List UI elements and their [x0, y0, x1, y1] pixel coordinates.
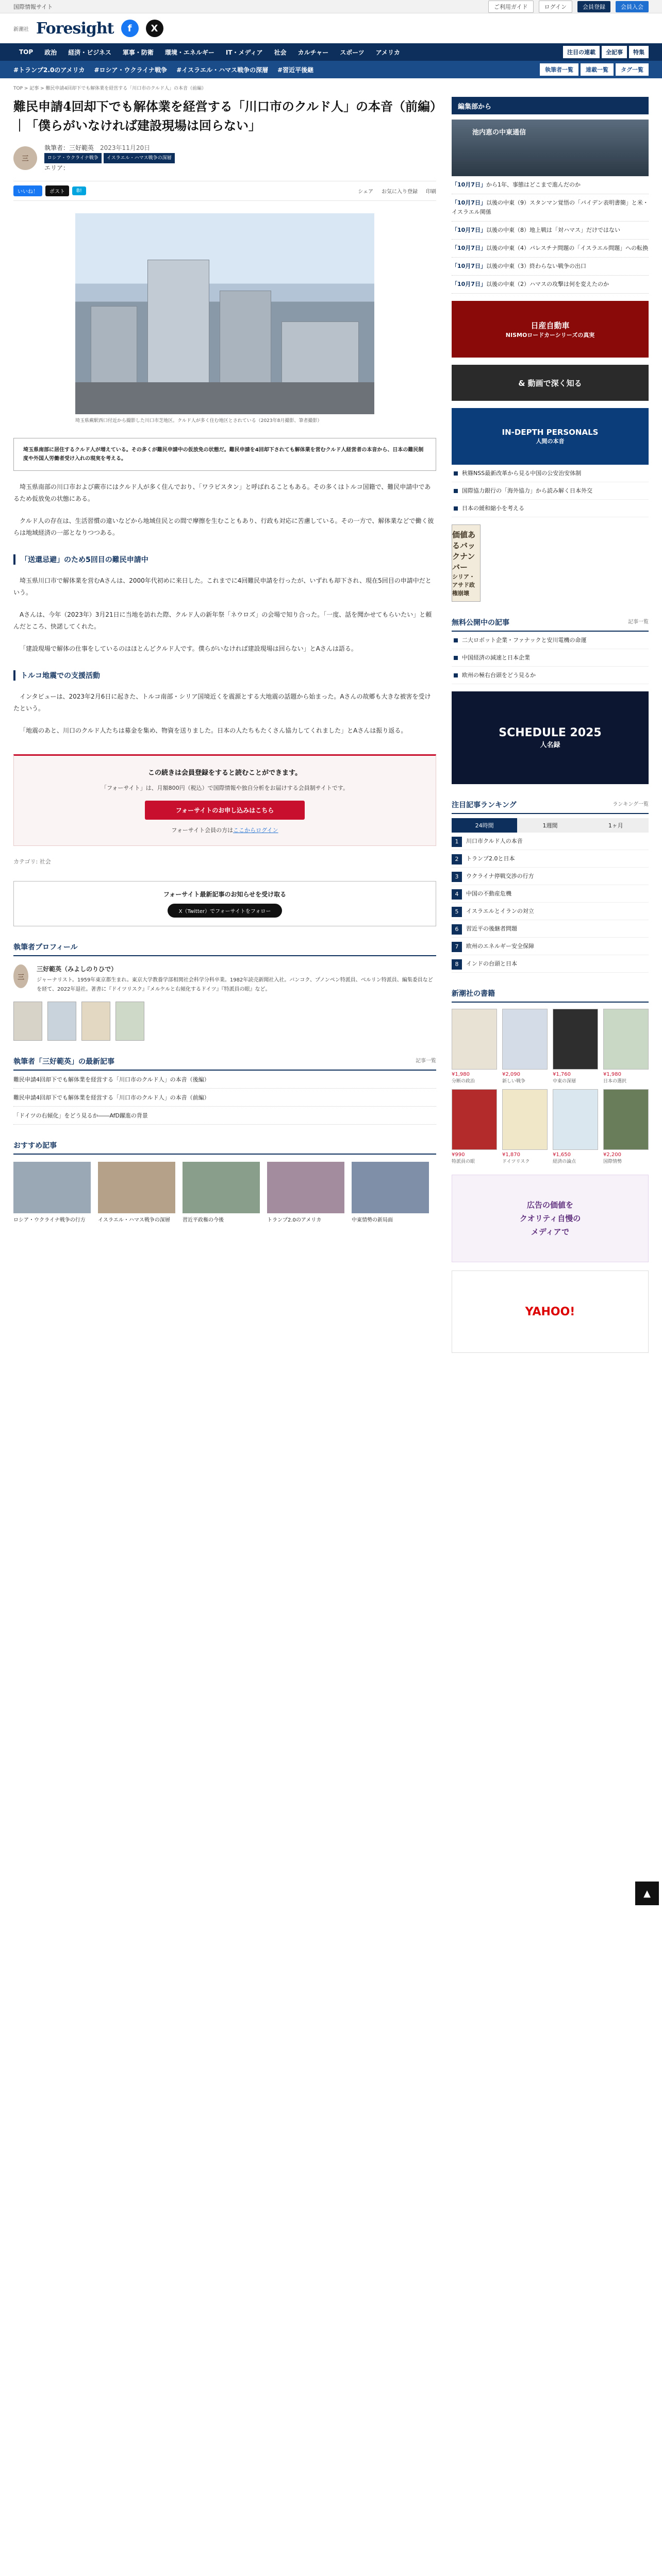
book-item[interactable]: ¥1,760 中東の深層	[553, 1009, 598, 1084]
paragraph: 埼玉県南部の川口市および蕨市にはクルド人が多く住んでおり、「ワラビスタン」と呼ばれることもある。その多くはトルコ国籍で、難民申請中であるため仮放免の状態にある。	[13, 483, 431, 502]
profile-text: ジャーナリスト。1959年東京都生まれ。東京大学教養学部相関社会科学分科卒業。1982年読売新聞社入社。バンコク、プノンペン特派員、ベルリン特派員、編集委員などを経て、2022年退社。著書に『ドイツリスク』『メルケルと右傾化するドイツ』『特派員の眼』など。	[37, 977, 433, 992]
author-block	[13, 143, 436, 173]
facebook-icon[interactable]: f	[121, 20, 139, 37]
series-banner[interactable]	[452, 120, 649, 176]
ranking-item[interactable]: 1 川口市クルド人の本音	[452, 833, 649, 850]
hatena-button[interactable]: B!	[72, 187, 86, 195]
free-more-link[interactable]: 記事一覧	[628, 619, 649, 625]
paragraph: 「建設現場で解体の仕事をしているのはほとんどクルド人です。僕らがいなければ建設現場は回らない」とAさんは語る。	[20, 645, 357, 652]
hashtag-link[interactable]: #イスラエル・ハマス戦争の深層	[176, 66, 269, 74]
ranking-more-link[interactable]: ランキング一覧	[613, 802, 649, 807]
tab-month[interactable]: 1ヶ月	[583, 818, 649, 833]
follow-box	[13, 881, 436, 926]
nav-military[interactable]: 軍事・防衛	[122, 48, 154, 56]
header	[0, 13, 662, 43]
bookmark-button[interactable]: お気に入り登録	[382, 189, 418, 195]
nav-sports[interactable]: スポーツ	[340, 48, 365, 56]
photo-caption: 埼玉県蕨駅西口付近から撮影した川口市芝地区。クルド人が多く住む地区とされている（2023年8月撮影、筆者撮影）	[75, 418, 322, 423]
x-follow-button[interactable]: X（Twitter）でフォーサイトをフォロー	[168, 904, 283, 918]
editor-heading	[452, 97, 649, 114]
paywall-title: この続きは会員登録をすると読むことができます。	[148, 769, 302, 777]
guide-link[interactable]: ご利用ガイド	[488, 1, 534, 13]
recommend-heading-label: おすすめ記事	[13, 1142, 57, 1150]
book-item[interactable]: ¥2,090 新しい戦争	[502, 1009, 548, 1084]
backnumber-banner[interactable]: 価値あるバックナンバー シリア・アサド政権崩壊	[452, 524, 481, 602]
paragraph: クルド人の存在は、生活習慣の違いなどから地域住民との間で摩擦を生むこともあり、行政も対応に苦慮している。その一方で、解体業などで働く彼らは地域経済の一部となりつつある。	[13, 517, 434, 536]
profile-heading-label: 執筆者プロフィール	[13, 943, 78, 952]
ranking-item[interactable]: 4 中国の不動産危機	[452, 885, 649, 903]
ad-square[interactable]: 広告の価値を クオリティ自慢の メディアで	[452, 1175, 649, 1262]
share-button[interactable]: シェア	[358, 189, 373, 195]
editor-item[interactable]: 「10月7日」以後の中東（2）ハマスの攻撃は何を変えたのか	[452, 276, 649, 294]
article-lead: 埼玉県南部に居住するクルド人が増えている。その多くが難民申請中の仮放免の状態だ。難民申請を4回却下されても解体業を営むクルド人経営者の本音から、日本の難民制度や外国人労働者受け入れの現実を考える。	[13, 438, 436, 471]
book-item[interactable]: ¥1,980 分断の政治	[452, 1009, 497, 1084]
follow-title: フォーサイト最新記事のお知らせを受け取る	[163, 891, 287, 898]
free-heading-label: 無料公開中の記事	[452, 619, 509, 627]
back-to-top-button[interactable]	[635, 1882, 659, 1905]
latest-heading-label: 執筆者「三好範英」の最新記事	[13, 1058, 114, 1066]
avatar[interactable]: 三	[13, 146, 37, 170]
book-grid	[452, 1009, 649, 1164]
book-cover[interactable]	[81, 1002, 110, 1041]
books-heading-label: 新潮社の書籍	[452, 990, 495, 998]
nav-series[interactable]: 注目の連載	[563, 46, 600, 58]
article-tag[interactable]: ロシア・ウクライナ戦争	[44, 153, 102, 163]
subscribe-button[interactable]: フォーサイトのお申し込みはこちら	[145, 801, 305, 820]
x-post-button[interactable]: ポスト	[45, 185, 69, 196]
tab-24h[interactable]: 24時間	[452, 818, 517, 833]
article-body	[13, 481, 436, 737]
register-button[interactable]: 会員登録	[577, 1, 610, 12]
recommend-title: イスラエル・ハマス戦争の深層	[98, 1217, 170, 1223]
author-books	[13, 1002, 436, 1041]
paywall-text: 「フォーサイト」は、月額800円（税込）で国際情報や独自分析をお届けする会員制サイトです。	[101, 785, 349, 791]
recommend-card[interactable]	[13, 1162, 91, 1224]
ad-banner[interactable]: 日産自動車 NISMOロードカーシリーズの真実	[452, 301, 649, 358]
book-item[interactable]: ¥1,870 ドイツリスク	[502, 1089, 548, 1164]
paragraph: 「地震のあと、川口のクルド人たちは募金を集め、物資を送りました。日本の人たちもたくさん協力してくれました」とAさんは振り返る。	[20, 727, 407, 734]
editor-item[interactable]: 「10月7日」以後の中東（4）パレスチナ問題の「イスラエル問題」への転換	[452, 240, 649, 258]
personals-banner[interactable]: IN-DEPTH PERSONALS 人間の本音	[452, 408, 649, 465]
list-item[interactable]: 国際協力銀行の「海外協力」から読み解く日本外交	[452, 482, 649, 500]
recommend-card[interactable]	[352, 1162, 429, 1224]
breadcrumb[interactable]: TOP > 記事 > 難民申請4回却下でも解体業を経営する「川口市のクルド人」の本音（前編）	[13, 86, 206, 91]
nav-it[interactable]: IT・メディア	[225, 48, 263, 56]
ranking-item[interactable]: 5 イスラエルとイランの対立	[452, 903, 649, 920]
join-button[interactable]: 会員入会	[616, 1, 649, 12]
recommend-title: 中東情勢の新局面	[352, 1217, 393, 1223]
article-photo	[75, 213, 374, 414]
video-banner[interactable]: & 動画で深く知る	[452, 365, 649, 401]
profile-heading	[13, 942, 436, 956]
recommend-card[interactable]	[98, 1162, 175, 1224]
section-heading: トルコ地震での支援活動	[13, 670, 436, 681]
site-tagline: 国際情報サイト	[13, 3, 53, 10]
ranking-list	[452, 833, 649, 973]
yahoo-banner[interactable]: YAHOO!	[452, 1270, 649, 1353]
latest-more-link[interactable]: 記事一覧	[416, 1058, 436, 1064]
recommend-title: トランプ2.0のアメリカ	[267, 1217, 322, 1223]
author-name[interactable]: 執筆者：三好範英	[44, 144, 94, 151]
recommend-grid	[13, 1162, 436, 1224]
recommend-heading	[13, 1140, 436, 1155]
paragraph: Aさんは、今年（2023年）3月21日に当地を訪れた際、クルド人の新年祭「ネウロズ」の会場で知り合った。「一度、話を聞かせてもらいたい」と頼んだところ、快諾してくれた。	[13, 611, 432, 630]
book-item[interactable]: ¥2,200 国際情勢	[603, 1089, 649, 1164]
profile-name[interactable]: 三好範英（みよしのりひで）	[37, 965, 118, 973]
latest-list	[13, 1071, 436, 1125]
free-list	[452, 632, 649, 684]
free-heading	[452, 617, 649, 632]
editor-item[interactable]: 「10月7日」以後の中東（3）終わらない戦争の出口	[452, 258, 649, 276]
author-profile	[13, 964, 436, 994]
editor-item[interactable]: 「10月7日」から1年、事態はどこまで進んだのか	[452, 176, 649, 194]
nav-top[interactable]: TOP	[19, 48, 34, 56]
list-item[interactable]: 秋篠NSS最新改革から見る中国の公安治安体制	[452, 465, 649, 482]
book-cover[interactable]	[13, 1002, 42, 1041]
publish-date: 2023年11月20日	[100, 144, 151, 151]
facebook-like-button[interactable]: いいね！	[13, 185, 42, 196]
ranking-item[interactable]: 3 ウクライナ停戦交渉の行方	[452, 868, 649, 885]
book-item[interactable]: ¥1,650 経済の論点	[553, 1089, 598, 1164]
article-title: 難民申請4回却下でも解体業を経営する「川口市のクルド人」の本音（前編）｜「僕らがいなければ建設現場は回らない」	[13, 99, 436, 133]
login-link[interactable]: ここからログイン	[233, 827, 278, 834]
editor-item[interactable]: 「10月7日」以後の中東（9）スタンマン覚悟の「パイデン表明書簡」と米・イスラエル関係	[452, 194, 649, 222]
paragraph: 埼玉県川口市で解体業を営むAさんは、2000年代初めに来日した。これまでに4回難民申請を行ったが、いずれも却下され、現在5回目の申請中だという。	[13, 577, 432, 596]
schedule-banner[interactable]: SCHEDULE 2025 人名録	[452, 691, 649, 784]
list-item[interactable]: 二大ロボット企業・ファナックと安川電機の命運	[452, 632, 649, 649]
share-bar	[13, 181, 436, 201]
latest-heading	[13, 1056, 436, 1071]
book-item[interactable]: ¥1,980 日本の選択	[603, 1009, 649, 1084]
list-item[interactable]: 日本の緩和縮小を考える	[452, 500, 649, 517]
nav-america[interactable]: アメリカ	[375, 48, 400, 56]
ranking-tabs	[452, 818, 649, 833]
list-item[interactable]: 難民申請4回却下でも解体業を経営する「川口市のクルド人」の本音（前編）	[13, 1089, 436, 1107]
top-bar	[0, 0, 662, 13]
article-tag[interactable]: イスラエル・ハマス戦争の深層	[104, 153, 175, 163]
book-cover[interactable]	[47, 1002, 76, 1041]
x-icon[interactable]: X	[146, 20, 163, 37]
picks-list	[452, 465, 649, 517]
recommend-title: ロシア・ウクライナ戦争の行方	[13, 1217, 86, 1223]
hashtag-link[interactable]: #ロシア・ウクライナ戦争	[94, 66, 168, 74]
writers-link[interactable]: 執筆者一覧	[540, 63, 578, 76]
nav-politics[interactable]: 政治	[44, 48, 57, 56]
list-item[interactable]: 中国経済の減速と日本企業	[452, 649, 649, 667]
books-heading	[452, 988, 649, 1003]
article-main	[13, 94, 436, 1353]
ranking-item[interactable]: 6 習近平の後継者問題	[452, 920, 649, 938]
series-link[interactable]: 連載一覧	[581, 63, 614, 76]
book-item[interactable]: ¥990 特派員の眼	[452, 1089, 497, 1164]
category-label[interactable]: カテゴリ: 社会	[13, 858, 51, 865]
nav-feature[interactable]: 特集	[629, 46, 649, 58]
list-item[interactable]: 「ドイツの右傾化」をどう見るか――AfD躍進の背景	[13, 1107, 436, 1125]
nav-energy[interactable]: 環境・エネルギー	[164, 48, 214, 56]
editor-item[interactable]: 「10月7日」以後の中東（8）地上戦は「対ハマス」だけではない	[452, 222, 649, 240]
nav-economy[interactable]: 経済・ビジネス	[68, 48, 111, 56]
ranking-heading-label: 注目記事ランキング	[452, 801, 517, 809]
ranking-heading	[452, 800, 649, 814]
sidebar	[452, 94, 649, 1353]
ranking-item[interactable]: 8 インドの台頭と日本	[452, 955, 649, 973]
publisher-label: 新潮社	[13, 26, 29, 32]
recommend-title: 習近平政権の今後	[183, 1217, 224, 1223]
hashtag-link[interactable]: #トランプ2.0のアメリカ	[13, 66, 85, 74]
recommend-card[interactable]	[183, 1162, 260, 1224]
nav-society[interactable]: 社会	[274, 48, 287, 56]
book-cover[interactable]	[115, 1002, 144, 1041]
list-item[interactable]: 欧州の極右台頭をどう見るか	[452, 667, 649, 684]
arrow-up-icon: ▲	[643, 1888, 651, 1899]
paywall-box	[13, 754, 436, 846]
login-button[interactable]: ログイン	[539, 1, 572, 13]
tab-week[interactable]: 1週間	[517, 818, 583, 833]
editor-heading-label: 編集部から	[458, 103, 492, 111]
area-label: エリア：	[44, 164, 70, 172]
hashtag-link[interactable]: #習近平後継	[277, 66, 314, 74]
print-button[interactable]: 印刷	[426, 189, 436, 195]
avatar[interactable]: 三	[13, 964, 28, 988]
main-nav	[0, 43, 662, 61]
series-banner-title: 池内恵の中東通信	[472, 129, 526, 137]
paragraph: インタビューは、2023年2月6日に起きた、トルコ南部・シリア国境近くを震源とする大地震の話題から始まった。Aさんの故郷も大きな被害を受けたという。	[13, 693, 431, 712]
login-prompt: フォーサイト会員の方は	[171, 827, 234, 834]
nav-culture[interactable]: カルチャー	[297, 48, 329, 56]
recommend-card[interactable]	[267, 1162, 344, 1224]
tag-bar	[0, 61, 662, 78]
ranking-item[interactable]: 2 トランプ2.0と日本	[452, 850, 649, 868]
nav-all[interactable]: 全記事	[602, 46, 627, 58]
section-heading: 「送還忌避」のため5回目の難民申請中	[13, 554, 436, 565]
ranking-item[interactable]: 7 欧州のエネルギー安全保障	[452, 938, 649, 955]
site-logo[interactable]: Foresight	[36, 19, 114, 38]
list-item[interactable]: 難民申請4回却下でも解体業を経営する「川口市のクルド人」の本音（後編）	[13, 1071, 436, 1089]
tags-link[interactable]: タグ一覧	[616, 63, 649, 76]
